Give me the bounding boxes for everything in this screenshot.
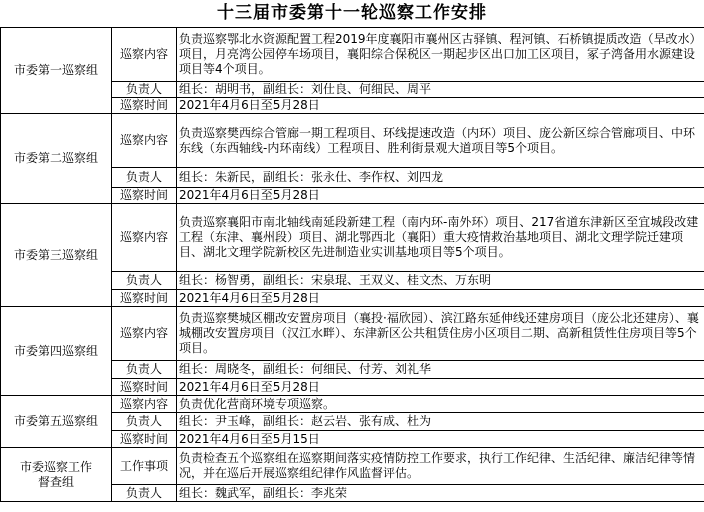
table-row <box>1 396 704 413</box>
supervision-name-line2: 督查组 <box>37 474 74 489</box>
scope-text: 负责巡察樊城区棚改安置房项目（襄投·福欣园）、滨江路东延伸线还建房项目（庞公北还建房）、襄城棚改安置房项目（汉江水畔）、东津新区公共租赁住房小区项目二期、高新租赁性住房项目等5个项目。 <box>177 307 704 361</box>
time-text: 2021年4月6日至5月28日 <box>177 188 704 204</box>
leader-label: 负责人 <box>112 272 177 290</box>
scope-text: 负责巡察樊西综合管廊一期工程项目、环线提速改造（内环）项目、庞公新区综合管廊项目、中环东线（东西轴线-内环南线）工程项目、胜利街景观大道项目等5个项目。 <box>177 114 704 168</box>
time-label: 巡察时间 <box>112 379 177 396</box>
group-name: 市委第二巡察组 <box>1 114 112 204</box>
table-row <box>1 114 704 168</box>
task-text: 负责检查五个巡察组在巡察期间落实疫情防控工作要求，执行工作纪律、生活纪律、廉洁纪律等情况，并在巡后开展巡察组纪律作风监督评估。 <box>177 448 704 485</box>
leader-label: 负责人 <box>112 361 177 379</box>
leader-text: 组长：尹玉峰，副组长：赵云岩、张有成、杜为 <box>177 413 704 431</box>
scope-text: 负责巡察鄂北水资源配置工程2019年度襄阳市襄州区古驿镇、程河镇、石桥镇提质改造（旱改水）项目，月亮湾公园停车场项目，襄阳综合保税区一期起步区出口加工区项目，冢子湾备用水源建设项目等4个项目。 <box>177 28 704 82</box>
leader-label: 负责人 <box>112 485 177 502</box>
task-label: 工作事项 <box>112 448 177 485</box>
table-row <box>1 28 704 82</box>
scope-text: 负责优化营商环境专项巡察。 <box>177 396 704 413</box>
leader-label: 负责人 <box>112 82 177 98</box>
leader-label: 负责人 <box>112 413 177 431</box>
leader-text: 组长：周晓冬，副组长：何细民、付芳、刘礼华 <box>177 361 704 379</box>
table-row <box>1 204 704 272</box>
table-row <box>1 307 704 361</box>
leader-text: 组长：杨智勇，副组长：宋泉琨、王双义、桂文杰、万东明 <box>177 272 704 290</box>
scope-label: 巡察内容 <box>112 28 177 82</box>
scope-label: 巡察内容 <box>112 396 177 413</box>
supervision-group-name <box>1 448 112 502</box>
time-text: 2021年4月6日至5月28日 <box>177 290 704 307</box>
group-name: 市委第五巡察组 <box>1 396 112 448</box>
leader-text: 组长：胡明书，副组长：刘仕良、何细民、周平 <box>177 82 704 98</box>
scope-label: 巡察内容 <box>112 307 177 361</box>
scope-label: 巡察内容 <box>112 204 177 272</box>
time-label: 巡察时间 <box>112 290 177 307</box>
time-text: 2021年4月6日至5月15日 <box>177 431 704 448</box>
time-text: 2021年4月6日至5月28日 <box>177 98 704 114</box>
scope-label: 巡察内容 <box>112 114 177 168</box>
leader-text: 组长：朱新民，副组长：张永仕、李作权、刘四龙 <box>177 168 704 188</box>
page-title: 十三届市委第十一轮巡察工作安排 <box>217 3 487 23</box>
group-name: 市委第三巡察组 <box>1 204 112 307</box>
time-text: 2021年4月6日至5月28日 <box>177 379 704 396</box>
time-label: 巡察时间 <box>112 188 177 204</box>
scope-text: 负责巡察襄阳市南北轴线南延段新建工程（南内环-南外环）项目、217省道东津新区至宜城段改建工程（东津、襄州段）项目、湖北鄂西北（襄阳）重大疫情救治基地项目、湖北文理学院迁建项目、湖北文理学院新校区先进制造业实训基地项目等5个项目。 <box>177 204 704 272</box>
time-label: 巡察时间 <box>112 98 177 114</box>
time-label: 巡察时间 <box>112 431 177 448</box>
table-row <box>1 448 704 485</box>
group-name: 市委第四巡察组 <box>1 307 112 396</box>
schedule-table <box>0 27 704 502</box>
leader-label: 负责人 <box>112 168 177 188</box>
supervision-name-line1: 市委巡察工作 <box>19 459 92 474</box>
leader-text: 组长：魏武军，副组长：李兆荣 <box>177 485 704 502</box>
group-name: 市委第一巡察组 <box>1 28 112 114</box>
